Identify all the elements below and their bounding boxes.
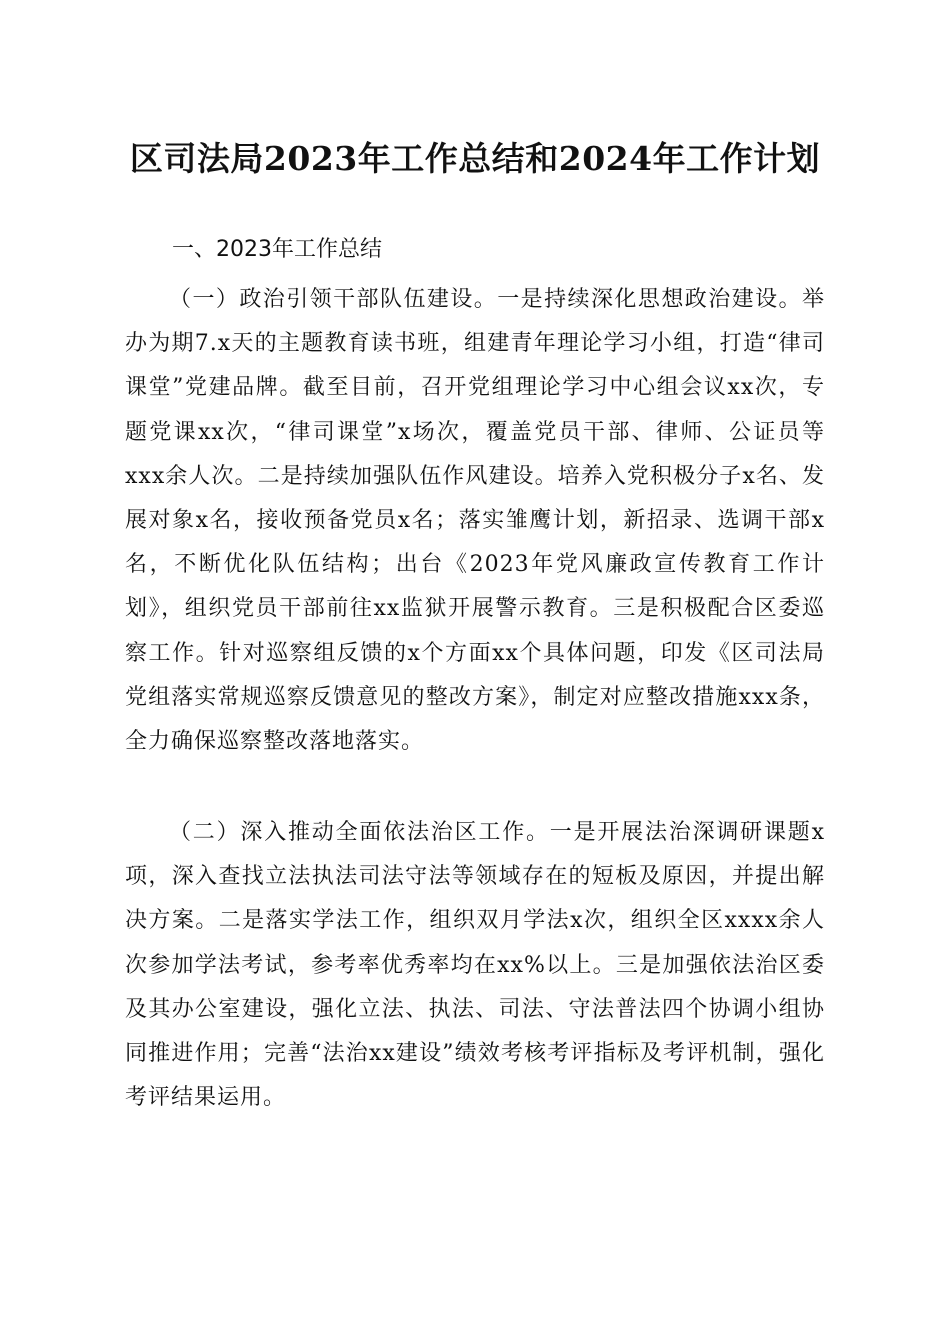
section-heading-2023-summary: 一、2023年工作总结 <box>172 237 382 262</box>
document-title: 区司法局2023年工作总结和2024年工作计划 <box>129 139 821 178</box>
paragraph-political-leadership: （一）政治引领干部队伍建设。一是持续深化思想政治建设。举办为期7.x天的主题教育读书班，组建青年理论学习小组，打造“律司课堂”党建品牌。截至目前，召开党组理论学习中心组会议xx次，专题党课xx次，“律司课堂”x场次，覆盖党员干部、律师、公证员等xxx余人次。二是持续加强队伍作风建设。培养入党积极分子x名、发展对象x名，接收预备党员x名；落实雏鹰计划，新招录、选调干部x名，不断优化队伍结构；出台《2023年党风廉政宣传教育工作计划》，组织党员干部前往xx监狱开展警示教育。三是积极配合区委巡察工作。针对巡察组反馈的x个方面xx个具体问题，印发《区司法局党组落实常规巡察反馈意见的整改方案》，制定对应整改措施xxx条，全力确保巡察整改落地落实。 <box>125 287 825 755</box>
paragraph-rule-of-law: （二）深入推动全面依法治区工作。一是开展法治深调研课题x项，深入查找立法执法司法守法等领域存在的短板及原因，并提出解决方案。二是落实学法工作，组织双月学法x次，组织全区xxxx余人次参加学法考试，参考率优秀率均在xx%以上。三是加强依法治区委及其办公室建设，强化立法、执法、司法、守法普法四个协调小组协同推进作用；完善“法治xx建设”绩效考核考评指标及考评机制，强化考评结果运用。 <box>125 820 825 1111</box>
